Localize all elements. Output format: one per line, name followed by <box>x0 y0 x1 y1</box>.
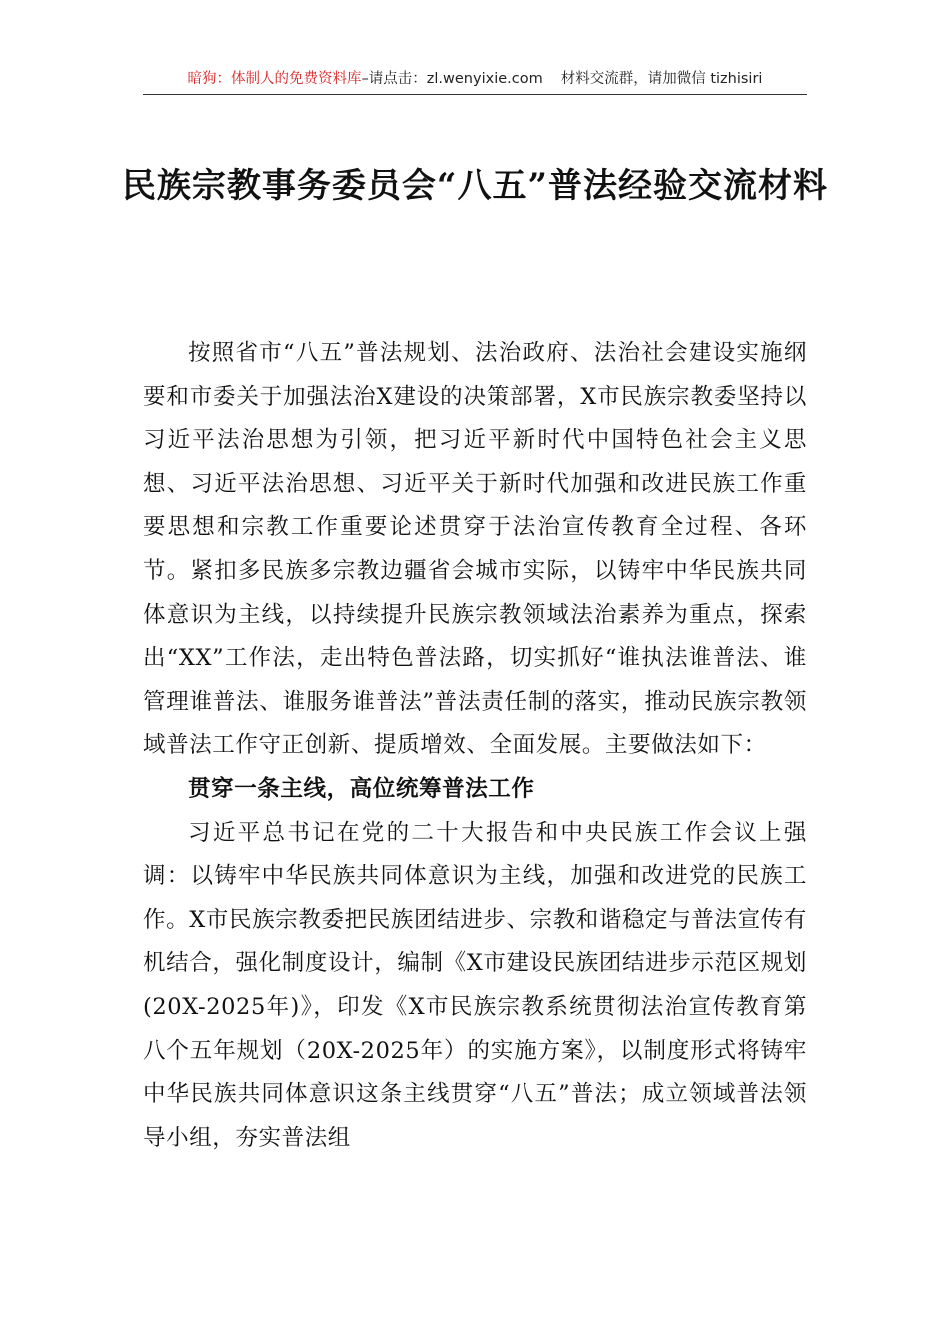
document-title: 民族宗教事务委员会“八五”普法经验交流材料 <box>121 166 829 206</box>
header-site-name: 暗狗：体制人的免费资料库 <box>187 71 362 87</box>
intro-paragraph: 按照省市“八五”普法规划、法治政府、法治社会建设实施纲要和市委关于加强法治X建设的决策部署，X市民族宗教委坚持以习近平法治思想为引领，把习近平新时代中国特色社会主义思想、习近平法治思想、习近平关于新时代加强和改进民族工作重要思想和宗教工作重要论述贯穿于法治宣传教育全过程、各环节。紧扣多民族多宗教边疆省会城市实际，以铸牢中华民族共同体意识为主线，以持续提升民族宗教领域法治素养为重点，探索出“XX”工作法，走出特色普法路，切实抓好“谁执法谁普法、谁管理谁普法、谁服务谁普法”普法责任制的落实，推动民族宗教领域普法工作守正创新、提质增效、全面发展。主要做法如下： <box>143 340 807 759</box>
section-heading: 贯穿一条主线，高位统筹普法工作 <box>188 775 535 802</box>
header-wechat-note: 材料交流群，请加微信 tizhisiri <box>560 71 763 87</box>
header-click-prompt: –请点击： <box>361 71 427 87</box>
document-body <box>143 332 807 1160</box>
header-url-link[interactable]: zl.wenyixie.com <box>426 71 543 87</box>
section-paragraph: 习近平总书记在党的二十大报告和中央民族工作会议上强调：以铸牢中华民族共同体意识为主线，加强和改进党的民族工作。X市民族宗教委把民族团结进步、宗教和谐稳定与普法宣传有机结合，强化制度设计，编制《X市建设民族团结进步示范区规划(20X-2025年)》，印发《X市民族宗教系统贯彻法治宣传教育第八个五年规划（20X-2025年）的实施方案》，以制度形式将铸牢中华民族共同体意识这条主线贯穿“八五”普法；成立领域普法领导小组，夯实普法组 <box>143 819 807 1151</box>
page-header <box>143 66 807 95</box>
